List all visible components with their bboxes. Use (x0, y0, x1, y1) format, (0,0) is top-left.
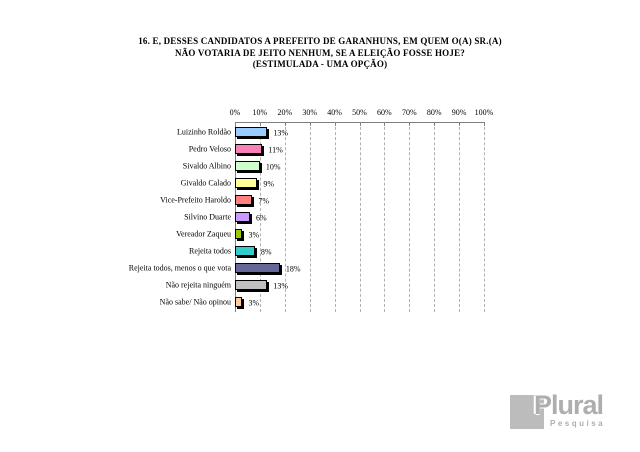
gridline-80% (434, 122, 435, 312)
value-label: 10% (265, 162, 281, 171)
plural-logo-word: Plural (534, 390, 604, 420)
bar (235, 178, 257, 188)
chart-title-line1: 16. E, DESSES CANDIDATOS A PREFEITO DE GARANHUNS, EM QUEM O(A) SR.(A) (138, 36, 502, 46)
bar (235, 263, 280, 273)
bar (235, 195, 252, 205)
gridline-90% (459, 122, 460, 312)
category-label: Vereador Zaqueu (176, 229, 231, 239)
value-label: 3% (248, 230, 260, 239)
category-label: Luizinho Roldão (177, 127, 231, 137)
value-label: 18% (285, 264, 301, 273)
gridline-30% (310, 122, 311, 312)
category-label: Não rejeita ninguém (165, 280, 231, 290)
bar (235, 212, 250, 222)
category-label: Não sabe/ Não opinou (159, 297, 231, 307)
value-label: 13% (273, 281, 289, 290)
gridline-60% (384, 122, 385, 312)
gridline-70% (409, 122, 410, 312)
category-label: Givaldo Calado (180, 178, 231, 188)
plural-logo-sub: Pesquisa (550, 419, 606, 428)
x-axis-tick-label: 90% (451, 108, 467, 117)
category-label: Pedro Veloso (188, 144, 231, 154)
x-axis-tick-label: 60% (377, 108, 392, 117)
value-label: 13% (273, 128, 289, 137)
value-label: 3% (248, 298, 260, 307)
value-label: 6% (255, 213, 267, 222)
x-axis-tick-label: 100% (474, 108, 494, 117)
bar (235, 229, 242, 239)
x-axis-tick-label: 20% (277, 108, 293, 117)
x-axis-tick-label: 70% (401, 108, 417, 117)
x-axis-tick-label: 10% (252, 108, 268, 117)
bar (235, 127, 267, 137)
bar (235, 297, 242, 307)
bar (235, 161, 260, 171)
x-axis-tick-label: 50% (352, 108, 367, 117)
gridline-50% (360, 122, 361, 312)
bar (235, 280, 267, 290)
category-label: Vice-Prefeito Haroldo (160, 195, 231, 205)
category-label: Rejeita todos, menos o que vota (128, 263, 231, 273)
value-label: 7% (258, 196, 270, 205)
x-axis-line (235, 122, 484, 123)
value-label: 8% (260, 247, 272, 256)
gridline-100% (484, 122, 485, 312)
bar (235, 144, 262, 154)
x-axis-tick-label: 30% (302, 108, 318, 117)
gridline-40% (335, 122, 336, 312)
chart-title (0, 36, 640, 71)
bar (235, 246, 255, 256)
plural-logo (510, 392, 622, 440)
x-axis-tick-label: 40% (327, 108, 342, 117)
x-axis-tick-label: 0% (229, 108, 241, 117)
category-label: Silvino Duarte (184, 212, 231, 222)
x-axis-tick-label: 80% (426, 108, 442, 117)
value-label: 11% (268, 145, 283, 154)
chart-title-line2: NÃO VOTARIA DE JEITO NENHUM, SE A ELEIÇÃO FOSSE HOJE? (175, 47, 465, 58)
category-label: Sivaldo Albino (182, 161, 231, 171)
x-axis-tickmark (484, 122, 485, 126)
value-label: 9% (263, 179, 275, 188)
category-label: Rejeita todos (189, 246, 231, 256)
chart-title-line3: (ESTIMULADA - UMA OPÇÃO) (252, 59, 388, 69)
